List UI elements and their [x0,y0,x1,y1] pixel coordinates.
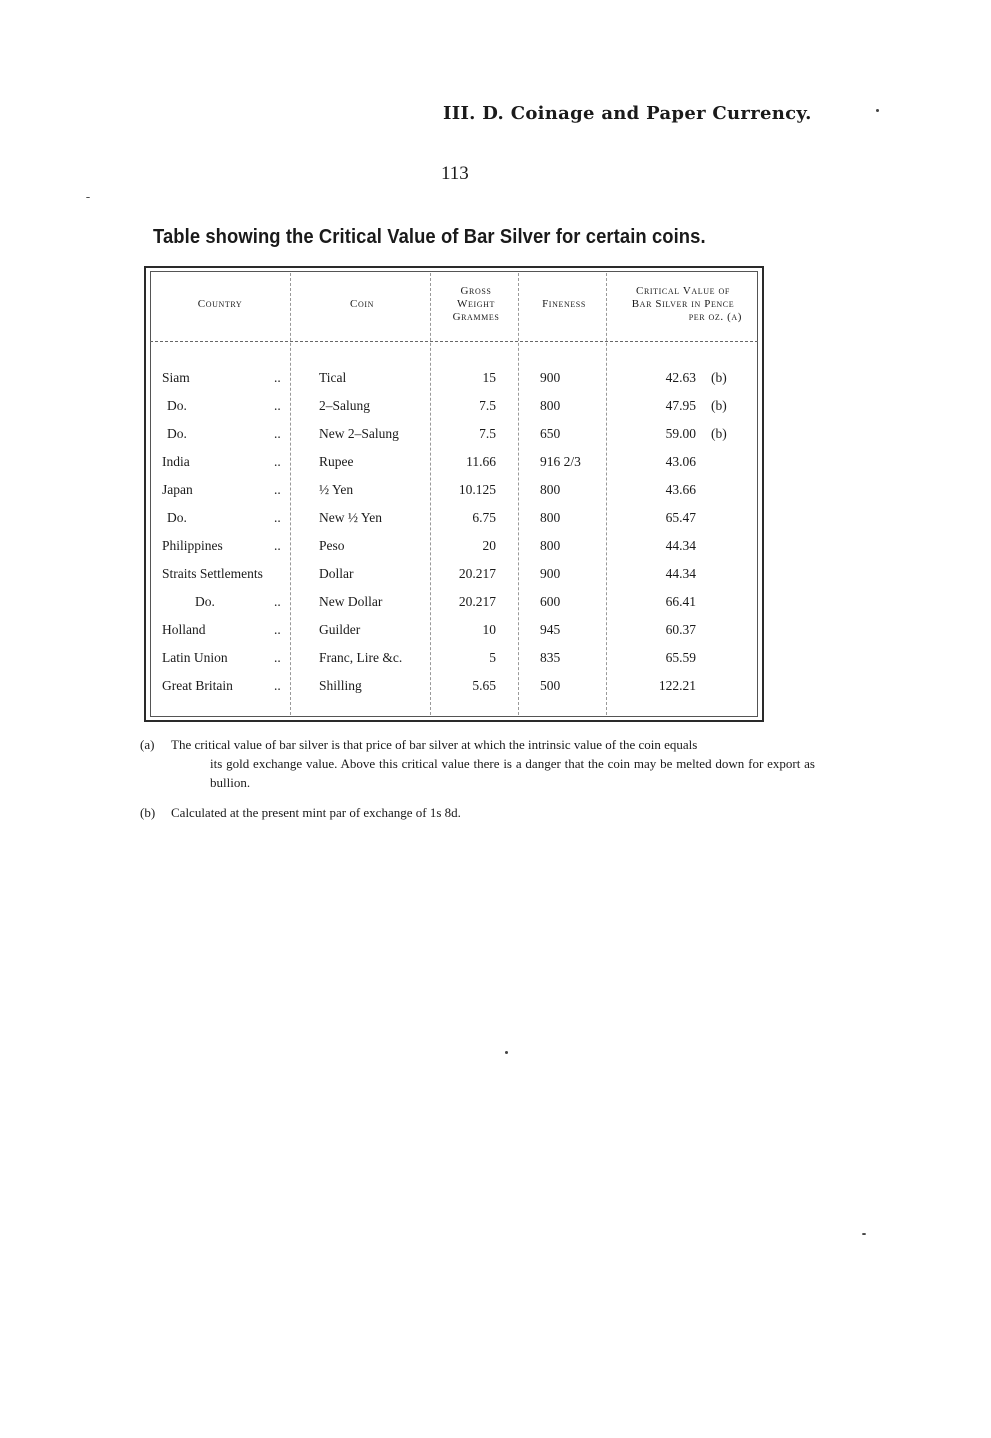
cell-country: Siam [162,370,190,385]
cell-coin: 2–Salung [319,398,371,413]
cell-weight: 10.125 [458,482,496,497]
cell-weight: 6.75 [472,510,496,525]
cell-coin: New 2–Salung [319,426,399,441]
cell-weight: 10 [482,622,496,637]
leader-dots: .. [274,482,281,497]
header-critical-value-line: per oz. (a) [688,311,742,323]
header-critical-value-line: Bar Silver in Pence [631,298,735,310]
cell-country: Do. [167,398,187,413]
footnote-marker: (a) [140,737,155,752]
cell-critical-value: 122.21 [658,678,696,693]
cell-critical-value: 65.47 [665,510,696,525]
table-title: Table showing the Critical Value of Bar Silver for certain coins. [153,226,706,248]
cell-country: Japan [162,482,193,497]
cell-country: India [162,454,190,469]
table-row [0,482,991,502]
table-row [0,426,991,446]
cell-weight: 15 [482,370,496,385]
leader-dots: .. [274,678,281,693]
cell-country: Do. [195,594,215,609]
cell-fineness: 800 [540,510,561,525]
leader-dots: .. [274,426,281,441]
cell-country: Philippines [162,538,223,553]
cell-weight: 20.217 [458,566,496,581]
table-row [0,650,991,670]
scan-speck [876,109,879,112]
cell-critical-value: 60.37 [665,622,696,637]
cell-fineness: 900 [540,370,561,385]
cell-weight: 20.217 [458,594,496,609]
header-gross-weight [432,285,520,324]
leader-dots: .. [274,398,281,413]
cell-weight: 5.65 [472,678,496,693]
cell-critical-value: 47.95 [665,398,696,413]
cell-coin: Franc, Lire &c. [319,650,403,665]
cell-critical-value: 42.63 [665,370,696,385]
cell-country: Holland [162,622,206,637]
cell-weight: 7.5 [479,426,496,441]
cell-country: Latin Union [162,650,228,665]
cell-coin: Rupee [319,454,354,469]
footnote-text-continued: its gold exchange value. Above this critical value there is a danger that the coin may be melted down for export as bullion. [210,756,815,790]
cell-fineness: 650 [540,426,561,441]
cell-fineness: 500 [540,678,561,693]
cell-note: (b) [711,426,727,441]
table-row [0,538,991,558]
cell-fineness: 835 [540,650,561,665]
leader-dots: .. [274,454,281,469]
header-coin: Coin [350,298,374,310]
cell-weight: 20 [482,538,496,553]
table-row [0,454,991,474]
cell-fineness: 600 [540,594,561,609]
leader-dots: .. [274,538,281,553]
header-gross-weight-line: Weight [457,298,495,310]
table-row [0,622,991,642]
running-head: III. D. Coinage and Paper Currency. [443,103,812,124]
footnote-text: The critical value of bar silver is that price of bar silver at which the intrinsic value of the coin equals [171,737,698,752]
header-rule [150,341,758,342]
table-row [0,594,991,614]
table-row [0,566,991,586]
cell-weight: 5 [489,650,496,665]
cell-fineness: 800 [540,398,561,413]
table-row [0,370,991,390]
cell-country: Great Britain [162,678,233,693]
cell-critical-value: 59.00 [665,426,696,441]
leader-dots: .. [274,510,281,525]
cell-fineness: 900 [540,566,561,581]
footnote-marker: (b) [140,805,156,820]
leader-dots: .. [274,622,281,637]
header-critical-value [606,285,760,324]
cell-critical-value: 44.34 [665,538,696,553]
leader-dots: .. [274,370,281,385]
table-row [0,510,991,530]
table-row [0,398,991,418]
cell-coin: Dollar [319,566,354,581]
scan-speck [862,1233,866,1235]
cell-country: Do. [167,510,187,525]
cell-coin: Peso [319,538,345,553]
scan-speck [86,197,90,198]
cell-coin: Tical [319,370,347,385]
footnote-text: Calculated at the present mint par of exchange of 1s 8d. [171,805,461,820]
cell-fineness: 800 [540,482,561,497]
cell-weight: 7.5 [479,398,496,413]
cell-critical-value: 65.59 [665,650,696,665]
cell-note: (b) [711,398,727,413]
cell-critical-value: 66.41 [665,594,696,609]
scan-speck [505,1051,508,1054]
cell-country: Straits Settlements [162,566,263,581]
cell-critical-value: 44.34 [665,566,696,581]
page-number: 113 [441,163,469,184]
header-critical-value-line: Critical Value of [636,285,730,297]
cell-coin: ½ Yen [319,482,354,497]
cell-note: (b) [711,370,727,385]
cell-fineness: 945 [540,622,561,637]
header-fineness: Fineness [542,298,586,310]
cell-fineness: 916 2/3 [540,454,581,469]
cell-coin: New ½ Yen [319,510,383,525]
leader-dots: .. [274,594,281,609]
cell-critical-value: 43.66 [665,482,696,497]
header-gross-weight-line: Grammes [452,311,500,323]
cell-critical-value: 43.06 [665,454,696,469]
cell-fineness: 800 [540,538,561,553]
cell-weight: 11.66 [466,454,496,469]
header-gross-weight-line: Gross [460,285,492,297]
cell-country: Do. [167,426,187,441]
table-row [0,678,991,698]
cell-coin: Shilling [319,678,362,693]
header-country: Country [197,298,243,310]
cell-coin: New Dollar [319,594,383,609]
leader-dots: .. [274,650,281,665]
cell-coin: Guilder [319,622,361,637]
